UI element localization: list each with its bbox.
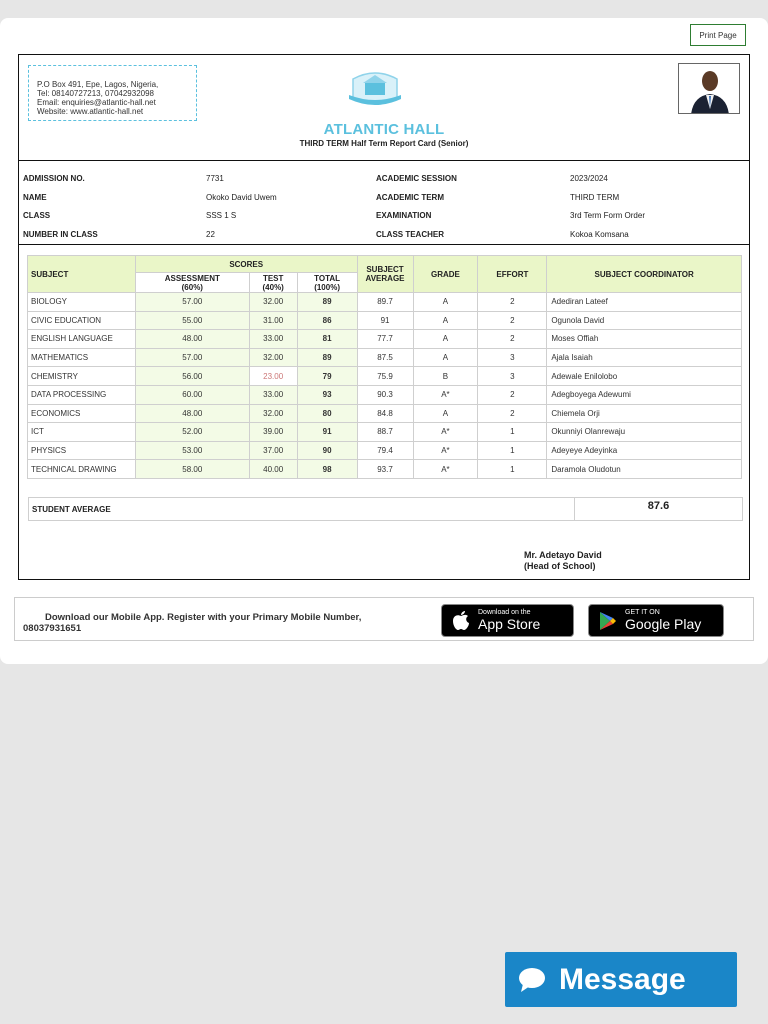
report-title: THIRD TERM Half Term Report Card (Senior)	[299, 139, 469, 148]
grade: A*	[413, 385, 478, 404]
total-score: 86	[297, 311, 357, 330]
admission-label: ADMISSION NO.	[23, 174, 85, 183]
total-score: 90	[297, 441, 357, 460]
class-value: SSS 1 S	[206, 211, 237, 220]
assessment-score: 57.00	[135, 348, 249, 367]
subject-average: 88.7	[357, 423, 413, 442]
address-phone: Tel: 08140727213, 07042932098	[37, 89, 154, 98]
grade: A	[413, 330, 478, 349]
assessment-score: 53.00	[135, 441, 249, 460]
coordinator: Moses Offiah	[547, 330, 742, 349]
coordinator: Daramola Oludotun	[547, 460, 742, 479]
effort: 2	[478, 330, 547, 349]
coordinator: Chiemela Orji	[547, 404, 742, 423]
coordinator: Okunniyi Olanrewaju	[547, 423, 742, 442]
total-score: 79	[297, 367, 357, 386]
signature-name: Mr. Adetayo David	[524, 550, 602, 560]
total-score: 91	[297, 423, 357, 442]
subject-name: ECONOMICS	[28, 404, 136, 423]
report-card	[18, 54, 750, 580]
test-score: 32.00	[249, 348, 297, 367]
assessment-score: 56.00	[135, 367, 249, 386]
term-value: THIRD TERM	[570, 193, 620, 202]
term-label: ACADEMIC TERM	[376, 193, 444, 202]
test-score: 32.00	[249, 293, 297, 312]
total-score: 89	[297, 293, 357, 312]
subject-name: TECHNICAL DRAWING	[28, 460, 136, 479]
google-play-label	[625, 609, 701, 632]
number-label: NUMBER IN CLASS	[23, 230, 98, 239]
effort: 1	[478, 460, 547, 479]
effort: 1	[478, 441, 547, 460]
effort: 2	[478, 311, 547, 330]
grade: A	[413, 311, 478, 330]
assessment-score: 60.00	[135, 385, 249, 404]
test-score: 32.00	[249, 404, 297, 423]
grade: A*	[413, 460, 478, 479]
app-store-big: App Store	[478, 616, 541, 632]
effort-header: EFFORT	[478, 256, 547, 293]
subject-name: MATHEMATICS	[28, 348, 136, 367]
app-store-button[interactable]	[441, 604, 574, 637]
assessment-score: 52.00	[135, 423, 249, 442]
test-header-label: TEST	[262, 273, 284, 283]
assessment-header	[135, 273, 249, 293]
subject-header: SUBJECT	[28, 256, 136, 293]
subject-name: BIOLOGY	[28, 293, 136, 312]
assessment-score: 48.00	[135, 404, 249, 423]
table-row	[28, 460, 742, 479]
school-name: ATLANTIC HALL	[323, 121, 445, 138]
grade: A	[413, 348, 478, 367]
subject-average-header-line2: AVERAGE	[365, 274, 405, 283]
table-row	[28, 423, 742, 442]
table-row	[28, 385, 742, 404]
total-score: 98	[297, 460, 357, 479]
class-label: CLASS	[23, 211, 51, 220]
table-row	[28, 348, 742, 367]
teacher-label: CLASS TEACHER	[376, 230, 445, 239]
chat-bubble-icon	[517, 966, 547, 994]
test-score: 23.00	[249, 367, 297, 386]
subject-average: 77.7	[357, 330, 413, 349]
assessment-header-label: ASSESSMENT	[164, 273, 220, 283]
effort: 1	[478, 423, 547, 442]
message-button[interactable]	[505, 952, 737, 1007]
total-header	[297, 273, 357, 293]
test-score: 31.00	[249, 311, 297, 330]
report-header	[19, 55, 749, 161]
scores-header: SCORES	[135, 256, 357, 273]
school-address	[28, 65, 197, 121]
google-play-small: GET IT ON	[625, 609, 660, 616]
grade: A	[413, 404, 478, 423]
student-photo	[678, 63, 740, 114]
session-label: ACADEMIC SESSION	[376, 174, 457, 183]
assessment-score: 55.00	[135, 311, 249, 330]
app-banner-text: Download our Mobile App. Register with your Primary Mobile Number, 08037931651	[23, 612, 362, 634]
effort: 3	[478, 367, 547, 386]
effort: 2	[478, 385, 547, 404]
total-score: 93	[297, 385, 357, 404]
name-label: NAME	[23, 193, 47, 202]
table-row	[28, 293, 742, 312]
subject-average-header	[357, 256, 413, 293]
coordinator: Adediran Lateef	[547, 293, 742, 312]
subject-average: 91	[357, 311, 413, 330]
test-score: 37.00	[249, 441, 297, 460]
app-store-small: Download on the	[478, 609, 531, 616]
address-website: Website: www.atlantic-hall.net	[37, 107, 144, 116]
subject-average: 89.7	[357, 293, 413, 312]
test-score: 33.00	[249, 385, 297, 404]
app-store-label	[478, 609, 540, 632]
session-value: 2023/2024	[570, 174, 608, 183]
subject-name: ICT	[28, 423, 136, 442]
google-play-icon	[599, 611, 617, 631]
student-average-box	[28, 497, 743, 521]
total-score: 81	[297, 330, 357, 349]
total-header-pct: (100%)	[314, 282, 340, 292]
assessment-score: 57.00	[135, 293, 249, 312]
subject-average: 90.3	[357, 385, 413, 404]
grade: A*	[413, 441, 478, 460]
admission-value: 7731	[206, 174, 224, 183]
subject-name: CIVIC EDUCATION	[28, 311, 136, 330]
assessment-score: 48.00	[135, 330, 249, 349]
test-header-pct: (40%)	[262, 282, 284, 292]
grade-header: GRADE	[413, 256, 478, 293]
grade: A*	[413, 423, 478, 442]
effort: 2	[478, 404, 547, 423]
coordinator: Ogunola David	[547, 311, 742, 330]
subject-average: 75.9	[357, 367, 413, 386]
print-page-button[interactable]: Print Page	[690, 24, 746, 46]
coordinator: Adeyeye Adeyinka	[547, 441, 742, 460]
subject-name: DATA PROCESSING	[28, 385, 136, 404]
test-score: 33.00	[249, 330, 297, 349]
mobile-app-banner	[14, 597, 754, 641]
google-play-button[interactable]	[588, 604, 724, 637]
subject-average: 84.8	[357, 404, 413, 423]
total-header-label: TOTAL	[314, 273, 341, 283]
coordinator: Ajala Isaiah	[547, 348, 742, 367]
student-info	[19, 161, 749, 245]
apple-icon	[452, 610, 470, 631]
effort: 3	[478, 348, 547, 367]
exam-value: 3rd Term Form Order	[570, 211, 645, 220]
total-score: 80	[297, 404, 357, 423]
school-logo-icon	[347, 65, 403, 111]
subject-average-header-line1: SUBJECT	[366, 265, 404, 274]
subject-name: PHYSICS	[28, 441, 136, 460]
student-average-label: STUDENT AVERAGE	[32, 505, 111, 514]
assessment-header-pct: (60%)	[181, 282, 203, 292]
address-line: P.O Box 491, Epe, Lagos, Nigeria,	[37, 80, 159, 89]
signature-block	[524, 550, 602, 572]
test-score: 40.00	[249, 460, 297, 479]
table-row	[28, 367, 742, 386]
scores-table	[27, 255, 742, 479]
student-average-value: 87.6	[647, 500, 670, 512]
test-header	[249, 273, 297, 293]
subject-name: CHEMISTRY	[28, 367, 136, 386]
coordinator: Adegboyega Adewumi	[547, 385, 742, 404]
number-value: 22	[206, 230, 215, 239]
table-row	[28, 330, 742, 349]
grade: B	[413, 367, 478, 386]
google-play-big: Google Play	[625, 616, 702, 632]
effort: 2	[478, 293, 547, 312]
subject-average: 87.5	[357, 348, 413, 367]
subject-average: 93.7	[357, 460, 413, 479]
total-score: 89	[297, 348, 357, 367]
test-score: 39.00	[249, 423, 297, 442]
coordinator-header: SUBJECT COORDINATOR	[547, 256, 742, 293]
message-label: Message	[559, 962, 686, 996]
signature-title: (Head of School)	[524, 561, 596, 571]
table-row	[28, 404, 742, 423]
address-email: Email: enquiries@atlantic-hall.net	[37, 98, 156, 107]
exam-label: EXAMINATION	[376, 211, 432, 220]
name-value: Okoko David Uwem	[206, 193, 277, 202]
subject-name: ENGLISH LANGUAGE	[28, 330, 136, 349]
table-row	[28, 311, 742, 330]
coordinator: Adewale Enilolobo	[547, 367, 742, 386]
table-row	[28, 441, 742, 460]
assessment-score: 58.00	[135, 460, 249, 479]
subject-average: 79.4	[357, 441, 413, 460]
grade: A	[413, 293, 478, 312]
teacher-value: Kokoa Komsana	[570, 230, 629, 239]
